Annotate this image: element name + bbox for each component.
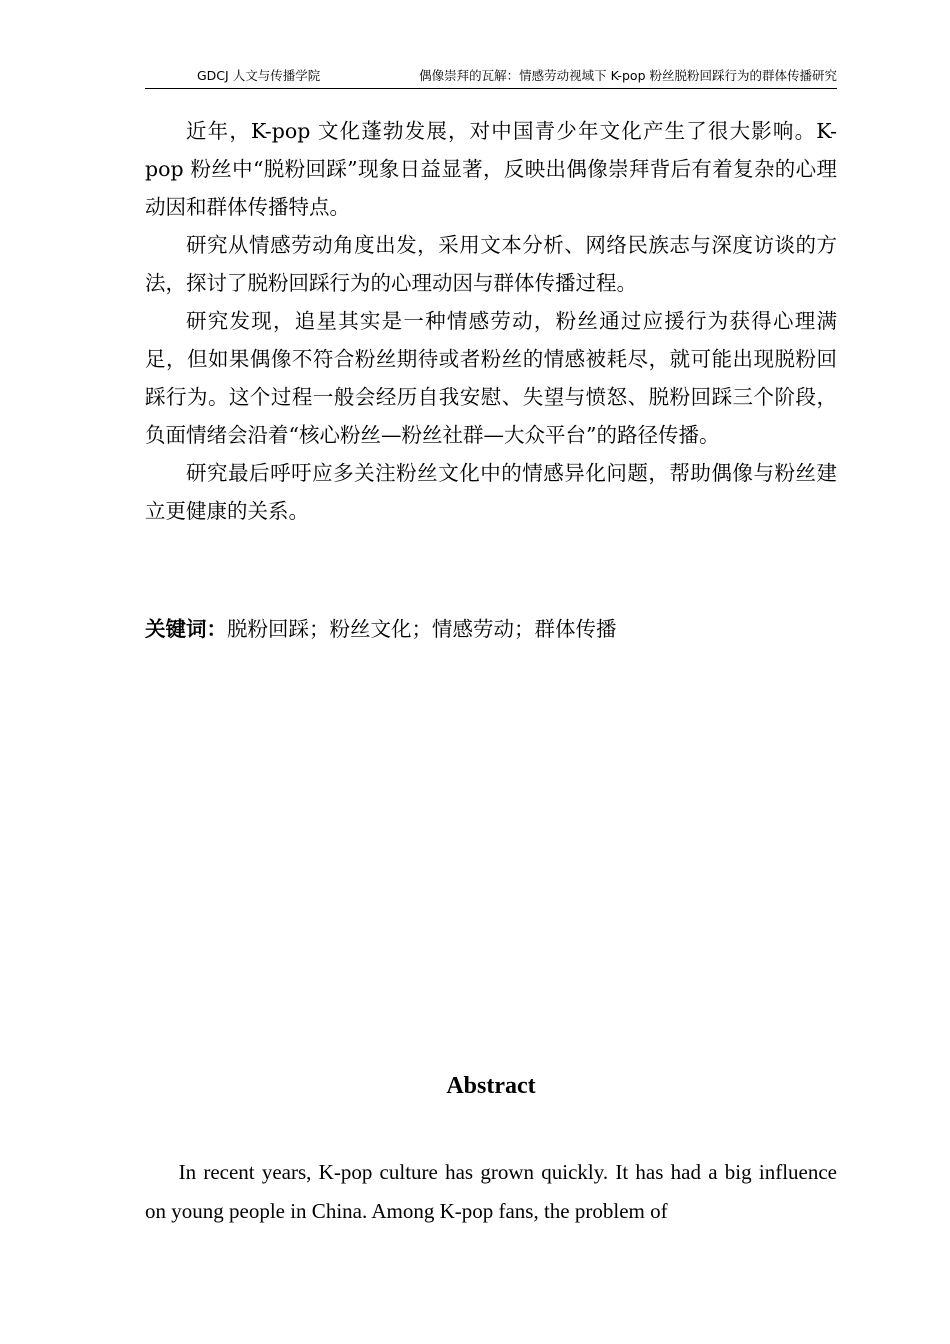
abstract-heading: Abstract	[446, 1073, 536, 1099]
cn-paragraph-2: 研究从情感劳动角度出发，采用文本分析、网络民族志与深度访谈的方法，探讨了脱粉回踩行为的心理动因与群体传播过程。	[145, 233, 837, 295]
keywords-line	[145, 612, 837, 646]
header-school: GDCJ 人文与传播学院	[197, 68, 321, 83]
en-paragraph-1: In recent years, K-pop culture has grown quickly. It has had a big influence on young people in China. Among K-pop fans, the problem of	[145, 1160, 837, 1223]
cn-paragraph-4: 研究最后呼吁应多关注粉丝文化中的情感异化问题，帮助偶像与粉丝建立更健康的关系。	[145, 461, 837, 523]
keywords-list: 脱粉回踩；粉丝文化；情感劳动；群体传播	[227, 617, 617, 641]
header-thesis-title: 偶像崇拜的瓦解：情感劳动视域下 K-pop 粉丝脱粉回踩行为的群体传播研究	[419, 68, 837, 83]
keywords-label: 关键词：	[145, 617, 227, 641]
english-abstract	[145, 1153, 837, 1231]
cn-paragraph-1: 近年，K-pop 文化蓬勃发展，对中国青少年文化产生了很大影响。K-pop 粉丝中“脱粉回踩”现象日益显著，反映出偶像崇拜背后有着复杂的心理动因和群体传播特点。	[145, 119, 837, 219]
chinese-abstract	[145, 112, 837, 530]
cn-paragraph-3: 研究发现，追星其实是一种情感劳动，粉丝通过应援行为获得心理满足，但如果偶像不符合粉丝期待或者粉丝的情感被耗尽，就可能出现脱粉回踩行为。这个过程一般会经历自我安慰、失望与愤怒、脱粉回踩三个阶段，负面情绪会沿着“核心粉丝—粉丝社群—大众平台”的路径传播。	[145, 309, 837, 447]
running-header	[145, 66, 837, 89]
